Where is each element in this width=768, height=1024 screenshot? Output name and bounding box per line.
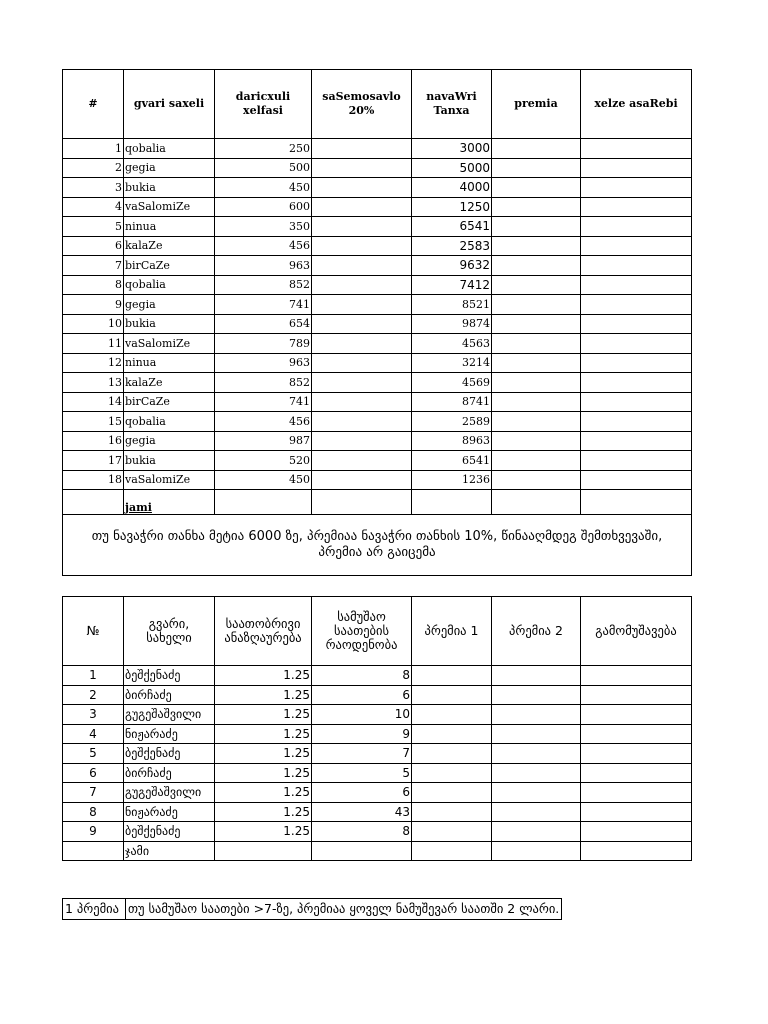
- table-row: [63, 412, 692, 432]
- hourly-table-total-row: [63, 841, 692, 861]
- total-bonus1-cell[interactable]: [412, 841, 492, 861]
- bonus2-cell[interactable]: [492, 724, 581, 744]
- income-tax-cell[interactable]: [312, 314, 412, 334]
- bonus-cell[interactable]: [492, 256, 581, 276]
- hours-cell[interactable]: 6: [312, 685, 412, 705]
- total-amount-cell[interactable]: [412, 490, 492, 515]
- earnings-cell[interactable]: [581, 822, 692, 842]
- employee-name[interactable]: ბეშქენაძე: [124, 822, 215, 842]
- take-home-cell[interactable]: [581, 256, 692, 276]
- hourly-table: [62, 596, 692, 861]
- table-row: [63, 197, 692, 217]
- row-number[interactable]: 9: [63, 822, 124, 842]
- total-bonus2-cell[interactable]: [492, 841, 581, 861]
- income-tax-cell[interactable]: [312, 139, 412, 159]
- take-home-cell[interactable]: [581, 236, 692, 256]
- header-earnings: გამომუშავება: [581, 597, 692, 666]
- sales-amount-cell[interactable]: 1250: [412, 197, 492, 217]
- salary-cell[interactable]: 963: [215, 256, 312, 276]
- header-name: გვარი, სახელი: [124, 597, 215, 666]
- bonus2-cell[interactable]: [492, 744, 581, 764]
- bonus-cell[interactable]: [492, 217, 581, 237]
- bonus1-cell[interactable]: [412, 666, 492, 686]
- table-row: [63, 334, 692, 354]
- take-home-cell[interactable]: [581, 392, 692, 412]
- sales-amount-cell[interactable]: 5000: [412, 158, 492, 178]
- employee-name[interactable]: birCaZe: [124, 392, 215, 412]
- table-row: [63, 744, 692, 764]
- bonus1-cell[interactable]: [412, 705, 492, 725]
- bonus-cell[interactable]: [492, 178, 581, 198]
- salary-cell[interactable]: 852: [215, 275, 312, 295]
- table-row: [63, 295, 692, 315]
- bonus2-cell[interactable]: [492, 783, 581, 803]
- employee-name[interactable]: ნიჟარაძე: [124, 724, 215, 744]
- total-tax-cell[interactable]: [312, 490, 412, 515]
- row-number[interactable]: 6: [63, 763, 124, 783]
- header-bonus: premia: [492, 70, 581, 139]
- take-home-cell[interactable]: [581, 431, 692, 451]
- row-number[interactable]: 7: [63, 783, 124, 803]
- salary-cell[interactable]: 500: [215, 158, 312, 178]
- hours-cell[interactable]: 43: [312, 802, 412, 822]
- take-home-cell[interactable]: [581, 470, 692, 490]
- table-row: [63, 470, 692, 490]
- table-row: [63, 685, 692, 705]
- table-row: [63, 217, 692, 237]
- table-row: [63, 724, 692, 744]
- earnings-cell[interactable]: [581, 685, 692, 705]
- employee-name[interactable]: bukia: [124, 314, 215, 334]
- salary-cell[interactable]: 520: [215, 451, 312, 471]
- earnings-cell[interactable]: [581, 802, 692, 822]
- bonus2-cell[interactable]: [492, 763, 581, 783]
- income-tax-cell[interactable]: [312, 412, 412, 432]
- row-number[interactable]: 6: [63, 236, 124, 256]
- row-number[interactable]: 12: [63, 353, 124, 373]
- table-row: [63, 373, 692, 393]
- hourly-rate-cell[interactable]: 1.25: [215, 783, 312, 803]
- bonus1-cell[interactable]: [412, 744, 492, 764]
- employee-name[interactable]: ბირჩაძე: [124, 763, 215, 783]
- hours-cell[interactable]: 5: [312, 763, 412, 783]
- income-tax-cell[interactable]: [312, 178, 412, 198]
- bonus-cell[interactable]: [492, 275, 581, 295]
- hourly-rate-cell[interactable]: 1.25: [215, 822, 312, 842]
- bonus-cell[interactable]: [492, 431, 581, 451]
- hours-cell[interactable]: 10: [312, 705, 412, 725]
- row-number[interactable]: 10: [63, 314, 124, 334]
- salary-cell[interactable]: 350: [215, 217, 312, 237]
- header-hours-count: სამუშაო საათების რაოდენობა: [312, 597, 412, 666]
- row-number[interactable]: 16: [63, 431, 124, 451]
- table-row: [63, 158, 692, 178]
- take-home-cell[interactable]: [581, 334, 692, 354]
- salary-cell[interactable]: 450: [215, 470, 312, 490]
- row-number[interactable]: 18: [63, 470, 124, 490]
- income-tax-cell[interactable]: [312, 470, 412, 490]
- sales-amount-cell[interactable]: 4563: [412, 334, 492, 354]
- employee-name[interactable]: birCaZe: [124, 256, 215, 276]
- take-home-cell[interactable]: [581, 373, 692, 393]
- row-number[interactable]: 3: [63, 178, 124, 198]
- total-take-home-cell[interactable]: [581, 490, 692, 515]
- row-number[interactable]: 14: [63, 392, 124, 412]
- row-number[interactable]: 11: [63, 334, 124, 354]
- row-number[interactable]: 17: [63, 451, 124, 471]
- take-home-cell[interactable]: [581, 178, 692, 198]
- table-row: [63, 783, 692, 803]
- bonus-rule-box: [62, 898, 562, 920]
- income-tax-cell[interactable]: [312, 353, 412, 373]
- hours-cell[interactable]: 7: [312, 744, 412, 764]
- row-number[interactable]: 13: [63, 373, 124, 393]
- hourly-rate-cell[interactable]: 1.25: [215, 666, 312, 686]
- row-number[interactable]: 5: [63, 217, 124, 237]
- employee-name[interactable]: ninua: [124, 353, 215, 373]
- income-tax-cell[interactable]: [312, 275, 412, 295]
- employee-name[interactable]: kalaZe: [124, 373, 215, 393]
- sales-amount-cell[interactable]: 3000: [412, 139, 492, 159]
- row-number[interactable]: 1: [63, 139, 124, 159]
- salary-cell[interactable]: 852: [215, 373, 312, 393]
- hourly-table-header-row: [63, 597, 692, 666]
- salary-cell[interactable]: 789: [215, 334, 312, 354]
- total-cell-empty[interactable]: [63, 490, 124, 515]
- employee-name[interactable]: qobalia: [124, 275, 215, 295]
- table-row: [63, 431, 692, 451]
- bonus-cell[interactable]: [492, 158, 581, 178]
- salary-cell[interactable]: 250: [215, 139, 312, 159]
- sales-amount-cell[interactable]: 6541: [412, 451, 492, 471]
- bonus1-cell[interactable]: [412, 763, 492, 783]
- income-tax-cell[interactable]: [312, 158, 412, 178]
- note-row: [63, 515, 692, 576]
- hours-cell[interactable]: 8: [312, 666, 412, 686]
- sales-amount-cell[interactable]: 9874: [412, 314, 492, 334]
- row-number[interactable]: 9: [63, 295, 124, 315]
- row-number[interactable]: 7: [63, 256, 124, 276]
- hours-cell[interactable]: 8: [312, 822, 412, 842]
- bonus2-cell[interactable]: [492, 802, 581, 822]
- hourly-rate-cell[interactable]: 1.25: [215, 685, 312, 705]
- table-row: [63, 236, 692, 256]
- bonus2-cell[interactable]: [492, 705, 581, 725]
- employee-name[interactable]: vaSalomiZe: [124, 197, 215, 217]
- bonus-condition-note[interactable]: თუ ნავაჭრი თანხა მეტია 6000 ზე, პრემიაა ნავაჭრი თანხის 10%, წინააღმდეგ შემთხვევაში, პრემია არ გაიცემა: [63, 515, 692, 576]
- header-bonus-1: პრემია 1: [412, 597, 492, 666]
- earnings-cell[interactable]: [581, 783, 692, 803]
- sales-amount-cell[interactable]: 9632: [412, 256, 492, 276]
- take-home-cell[interactable]: [581, 197, 692, 217]
- row-number[interactable]: 4: [63, 197, 124, 217]
- salary-cell[interactable]: 741: [215, 295, 312, 315]
- bonus-cell[interactable]: [492, 451, 581, 471]
- sales-amount-cell[interactable]: 4000: [412, 178, 492, 198]
- salary-cell[interactable]: 450: [215, 178, 312, 198]
- earnings-cell[interactable]: [581, 763, 692, 783]
- table-row: [63, 802, 692, 822]
- bonus-cell[interactable]: [492, 353, 581, 373]
- bonus1-cell[interactable]: [412, 724, 492, 744]
- table-row: [63, 451, 692, 471]
- sales-amount-cell[interactable]: 7412: [412, 275, 492, 295]
- bonus-cell[interactable]: [492, 392, 581, 412]
- total-salary-cell[interactable]: [215, 490, 312, 515]
- bonus2-cell[interactable]: [492, 822, 581, 842]
- row-number[interactable]: 2: [63, 158, 124, 178]
- income-tax-cell[interactable]: [312, 256, 412, 276]
- earnings-cell[interactable]: [581, 724, 692, 744]
- row-number[interactable]: 4: [63, 724, 124, 744]
- take-home-cell[interactable]: [581, 158, 692, 178]
- income-tax-cell[interactable]: [312, 334, 412, 354]
- bonus-cell[interactable]: [492, 197, 581, 217]
- employee-name[interactable]: ninua: [124, 217, 215, 237]
- bonus-cell[interactable]: [492, 314, 581, 334]
- salary-table-body: [63, 139, 692, 490]
- salary-cell[interactable]: 456: [215, 412, 312, 432]
- take-home-cell[interactable]: [581, 314, 692, 334]
- hourly-rate-cell[interactable]: 1.25: [215, 802, 312, 822]
- earnings-cell[interactable]: [581, 705, 692, 725]
- header-take-home: xelze asaRebi: [581, 70, 692, 139]
- employee-name[interactable]: ნიჟარაძე: [124, 802, 215, 822]
- table-row: [63, 353, 692, 373]
- sales-amount-cell[interactable]: 8741: [412, 392, 492, 412]
- header-income-tax: saSemosavlo 20%: [312, 70, 412, 139]
- take-home-cell[interactable]: [581, 451, 692, 471]
- table-row: [63, 139, 692, 159]
- income-tax-cell[interactable]: [312, 236, 412, 256]
- header-sales-amount: navaWri Tanxa: [412, 70, 492, 139]
- sales-amount-cell[interactable]: 2583: [412, 236, 492, 256]
- sales-amount-cell[interactable]: 1236: [412, 470, 492, 490]
- row-number[interactable]: 8: [63, 802, 124, 822]
- bonus2-cell[interactable]: [492, 685, 581, 705]
- total-rate-cell[interactable]: [215, 841, 312, 861]
- bonus-rule-label[interactable]: 1 პრემია: [63, 899, 126, 919]
- bonus-cell[interactable]: [492, 470, 581, 490]
- employee-name[interactable]: kalaZe: [124, 236, 215, 256]
- bonus-cell[interactable]: [492, 295, 581, 315]
- row-number[interactable]: 2: [63, 685, 124, 705]
- take-home-cell[interactable]: [581, 139, 692, 159]
- header-name: gvari saxeli: [124, 70, 215, 139]
- row-number[interactable]: 1: [63, 666, 124, 686]
- bonus1-cell[interactable]: [412, 822, 492, 842]
- employee-name[interactable]: bukia: [124, 451, 215, 471]
- total-label[interactable]: jami: [124, 490, 215, 515]
- bonus2-cell[interactable]: [492, 666, 581, 686]
- row-number[interactable]: 15: [63, 412, 124, 432]
- income-tax-cell[interactable]: [312, 217, 412, 237]
- total-bonus-cell[interactable]: [492, 490, 581, 515]
- income-tax-cell[interactable]: [312, 197, 412, 217]
- row-number[interactable]: 8: [63, 275, 124, 295]
- income-tax-cell[interactable]: [312, 451, 412, 471]
- salary-cell[interactable]: 963: [215, 353, 312, 373]
- hourly-rate-cell[interactable]: 1.25: [215, 744, 312, 764]
- sales-amount-cell[interactable]: 8521: [412, 295, 492, 315]
- earnings-cell[interactable]: [581, 744, 692, 764]
- row-number[interactable]: 3: [63, 705, 124, 725]
- salary-cell[interactable]: 600: [215, 197, 312, 217]
- table-row: [63, 392, 692, 412]
- sales-amount-cell[interactable]: 6541: [412, 217, 492, 237]
- table-row: [63, 178, 692, 198]
- table-row: [63, 256, 692, 276]
- header-number: №: [63, 597, 124, 666]
- bonus1-cell[interactable]: [412, 802, 492, 822]
- hourly-rate-cell[interactable]: 1.25: [215, 705, 312, 725]
- employee-name[interactable]: gegia: [124, 431, 215, 451]
- salary-cell[interactable]: 654: [215, 314, 312, 334]
- take-home-cell[interactable]: [581, 295, 692, 315]
- total-hours-cell[interactable]: [312, 841, 412, 861]
- bonus-cell[interactable]: [492, 412, 581, 432]
- bonus1-cell[interactable]: [412, 783, 492, 803]
- table-row: [63, 763, 692, 783]
- bonus1-cell[interactable]: [412, 685, 492, 705]
- hourly-table-body: [63, 666, 692, 842]
- table-row: [63, 275, 692, 295]
- take-home-cell[interactable]: [581, 217, 692, 237]
- salary-cell[interactable]: 456: [215, 236, 312, 256]
- table-row: [63, 666, 692, 686]
- employee-name[interactable]: vaSalomiZe: [124, 470, 215, 490]
- earnings-cell[interactable]: [581, 666, 692, 686]
- table-row: [63, 314, 692, 334]
- income-tax-cell[interactable]: [312, 295, 412, 315]
- salary-table: [62, 69, 692, 576]
- employee-name[interactable]: bukia: [124, 178, 215, 198]
- hourly-rate-cell[interactable]: 1.25: [215, 724, 312, 744]
- sales-amount-cell[interactable]: 3214: [412, 353, 492, 373]
- salary-table-total-row: [63, 490, 692, 515]
- employee-name[interactable]: qobalia: [124, 139, 215, 159]
- employee-name[interactable]: ბეშქენაძე: [124, 744, 215, 764]
- bonus-cell[interactable]: [492, 373, 581, 393]
- total-earnings-cell[interactable]: [581, 841, 692, 861]
- bonus-rule-text[interactable]: თუ სამუშაო საათები >7-ზე, პრემიაა ყოველ ნამუშევარ საათში 2 ლარი.: [128, 901, 560, 916]
- employee-name[interactable]: ბირჩაძე: [124, 685, 215, 705]
- hours-cell[interactable]: 9: [312, 724, 412, 744]
- hours-cell[interactable]: 6: [312, 783, 412, 803]
- header-hourly-rate: საათობრივი ანაზღაურება: [215, 597, 312, 666]
- salary-cell[interactable]: 987: [215, 431, 312, 451]
- salary-cell[interactable]: 741: [215, 392, 312, 412]
- income-tax-cell[interactable]: [312, 392, 412, 412]
- hourly-rate-cell[interactable]: 1.25: [215, 763, 312, 783]
- sales-amount-cell[interactable]: 8963: [412, 431, 492, 451]
- sales-amount-cell[interactable]: 2589: [412, 412, 492, 432]
- income-tax-cell[interactable]: [312, 431, 412, 451]
- employee-name[interactable]: qobalia: [124, 412, 215, 432]
- take-home-cell[interactable]: [581, 275, 692, 295]
- take-home-cell[interactable]: [581, 412, 692, 432]
- employee-name[interactable]: გუგეშაშვილი: [124, 783, 215, 803]
- sales-amount-cell[interactable]: 4569: [412, 373, 492, 393]
- employee-name[interactable]: gegia: [124, 158, 215, 178]
- bonus-cell[interactable]: [492, 139, 581, 159]
- employee-name[interactable]: გუგეშაშვილი: [124, 705, 215, 725]
- bonus-cell[interactable]: [492, 236, 581, 256]
- table-row: [63, 705, 692, 725]
- bonus-cell[interactable]: [492, 334, 581, 354]
- header-bonus-2: პრემია 2: [492, 597, 581, 666]
- salary-table-header-row: [63, 70, 692, 139]
- total-label[interactable]: ჯამი: [124, 841, 215, 861]
- row-number[interactable]: 5: [63, 744, 124, 764]
- employee-name[interactable]: ბეშქენაძე: [124, 666, 215, 686]
- header-salary: daricxuli xelfasi: [215, 70, 312, 139]
- table-row: [63, 822, 692, 842]
- income-tax-cell[interactable]: [312, 373, 412, 393]
- employee-name[interactable]: vaSalomiZe: [124, 334, 215, 354]
- header-number: #: [63, 70, 124, 139]
- employee-name[interactable]: gegia: [124, 295, 215, 315]
- total-cell-empty[interactable]: [63, 841, 124, 861]
- take-home-cell[interactable]: [581, 353, 692, 373]
